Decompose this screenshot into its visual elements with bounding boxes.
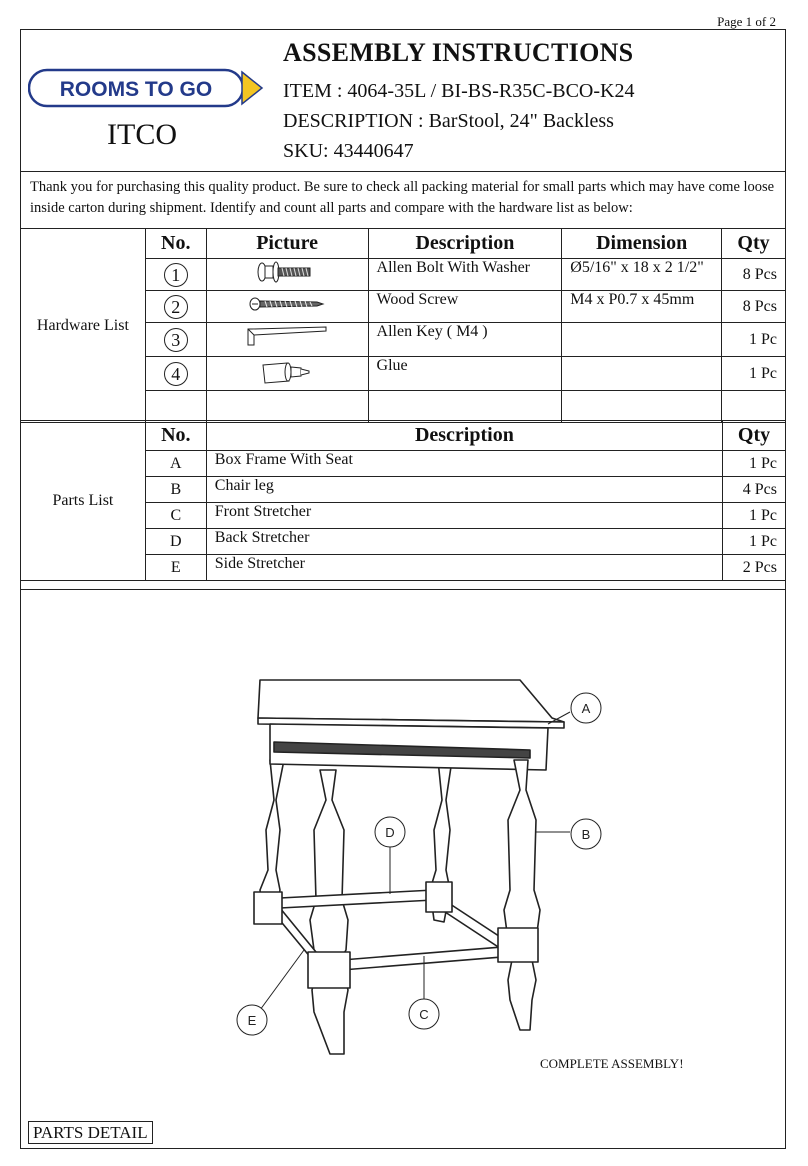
divider [20, 589, 786, 590]
part-description: Box Frame With Seat [206, 451, 722, 477]
allen-key-icon [242, 323, 332, 351]
hardware-number: 3 [164, 328, 188, 352]
parts-section-label: Parts List [21, 421, 146, 581]
col-header-description: Description [206, 421, 722, 451]
item-number: ITEM : 4064-35L / BI-BS-R35C-BCO-K24 [283, 80, 635, 102]
barstool-assembly-drawing [230, 660, 620, 1070]
intro-text: Thank you for purchasing this quality product. Be sure to check all packing material for small parts which may have come loose inside carton during shipment. Identify and count all parts and compare with the hardware list as below: [30, 179, 775, 216]
part-letter: E [145, 555, 206, 581]
part-description: Front Stretcher [206, 503, 722, 529]
hardware-qty: 8 Pcs [722, 291, 786, 323]
product-description: DESCRIPTION : BarStool, 24" Backless [283, 110, 614, 132]
front-stretcher [342, 946, 514, 970]
hardware-dimension: Ø5/16" x 18 x 2 1/2" [562, 259, 722, 291]
glue-bottle-icon [257, 357, 317, 385]
brand-name: ITCO [107, 118, 177, 151]
leg-block [254, 892, 282, 924]
hardware-number: 1 [164, 263, 188, 287]
parts-detail-label: PARTS DETAIL [28, 1121, 153, 1144]
rooms-to-go-logo [28, 68, 264, 108]
col-header-picture: Picture [206, 229, 368, 259]
leg-block [426, 882, 452, 912]
complete-assembly-caption: COMPLETE ASSEMBLY! [540, 1056, 684, 1071]
parts-table [20, 420, 786, 581]
front-right-leg [504, 760, 540, 1030]
logo-text: ROOMS TO GO [59, 78, 213, 101]
callout-e-label: E [247, 1013, 257, 1028]
col-header-qty: Qty [723, 421, 786, 451]
callout-b-label: B [581, 827, 591, 842]
allen-bolt-icon [252, 260, 322, 284]
leg-block [498, 928, 538, 962]
wood-screw-icon [247, 294, 327, 314]
hardware-dimension: M4 x P0.7 x 45mm [562, 291, 722, 323]
col-header-no: No. [145, 229, 206, 259]
hardware-number: 4 [164, 362, 188, 386]
hardware-dimension [562, 323, 722, 357]
part-qty: 2 Pcs [723, 555, 786, 581]
hardware-qty: 1 Pc [722, 357, 786, 391]
part-qty: 1 Pc [723, 451, 786, 477]
hardware-qty: 8 Pcs [722, 259, 786, 291]
callout-d-label: D [385, 825, 395, 840]
col-header-no: No. [145, 421, 206, 451]
hardware-description: Allen Key ( M4 ) [368, 323, 562, 357]
page-number: Page 1 of 2 [717, 14, 776, 29]
hardware-description: Allen Bolt With Washer [368, 259, 562, 291]
hardware-dimension [562, 357, 722, 391]
hardware-number: 2 [164, 295, 188, 319]
page-title: ASSEMBLY INSTRUCTIONS [283, 38, 634, 67]
col-header-qty: Qty [722, 229, 786, 259]
part-qty: 1 Pc [723, 529, 786, 555]
callout-c-label: C [419, 1007, 429, 1022]
part-description: Back Stretcher [206, 529, 722, 555]
part-letter: B [145, 477, 206, 503]
hardware-table [20, 228, 786, 423]
seat-top [258, 680, 564, 722]
part-description: Chair leg [206, 477, 722, 503]
front-left-leg [310, 770, 348, 1054]
leg-block [308, 952, 350, 988]
hardware-description: Glue [368, 357, 562, 391]
part-description: Side Stretcher [206, 555, 722, 581]
back-stretcher [280, 890, 434, 908]
part-letter: C [145, 503, 206, 529]
part-letter: A [145, 451, 206, 477]
divider [20, 171, 786, 172]
part-qty: 1 Pc [723, 503, 786, 529]
hardware-description: Wood Screw [368, 291, 562, 323]
sku: SKU: 43440647 [283, 140, 414, 162]
callout-a-label: A [581, 701, 591, 716]
part-letter: D [145, 529, 206, 555]
col-header-description: Description [368, 229, 562, 259]
col-header-dimension: Dimension [562, 229, 722, 259]
hardware-qty: 1 Pc [722, 323, 786, 357]
hardware-section-label: Hardware List [21, 229, 146, 423]
part-qty: 4 Pcs [723, 477, 786, 503]
